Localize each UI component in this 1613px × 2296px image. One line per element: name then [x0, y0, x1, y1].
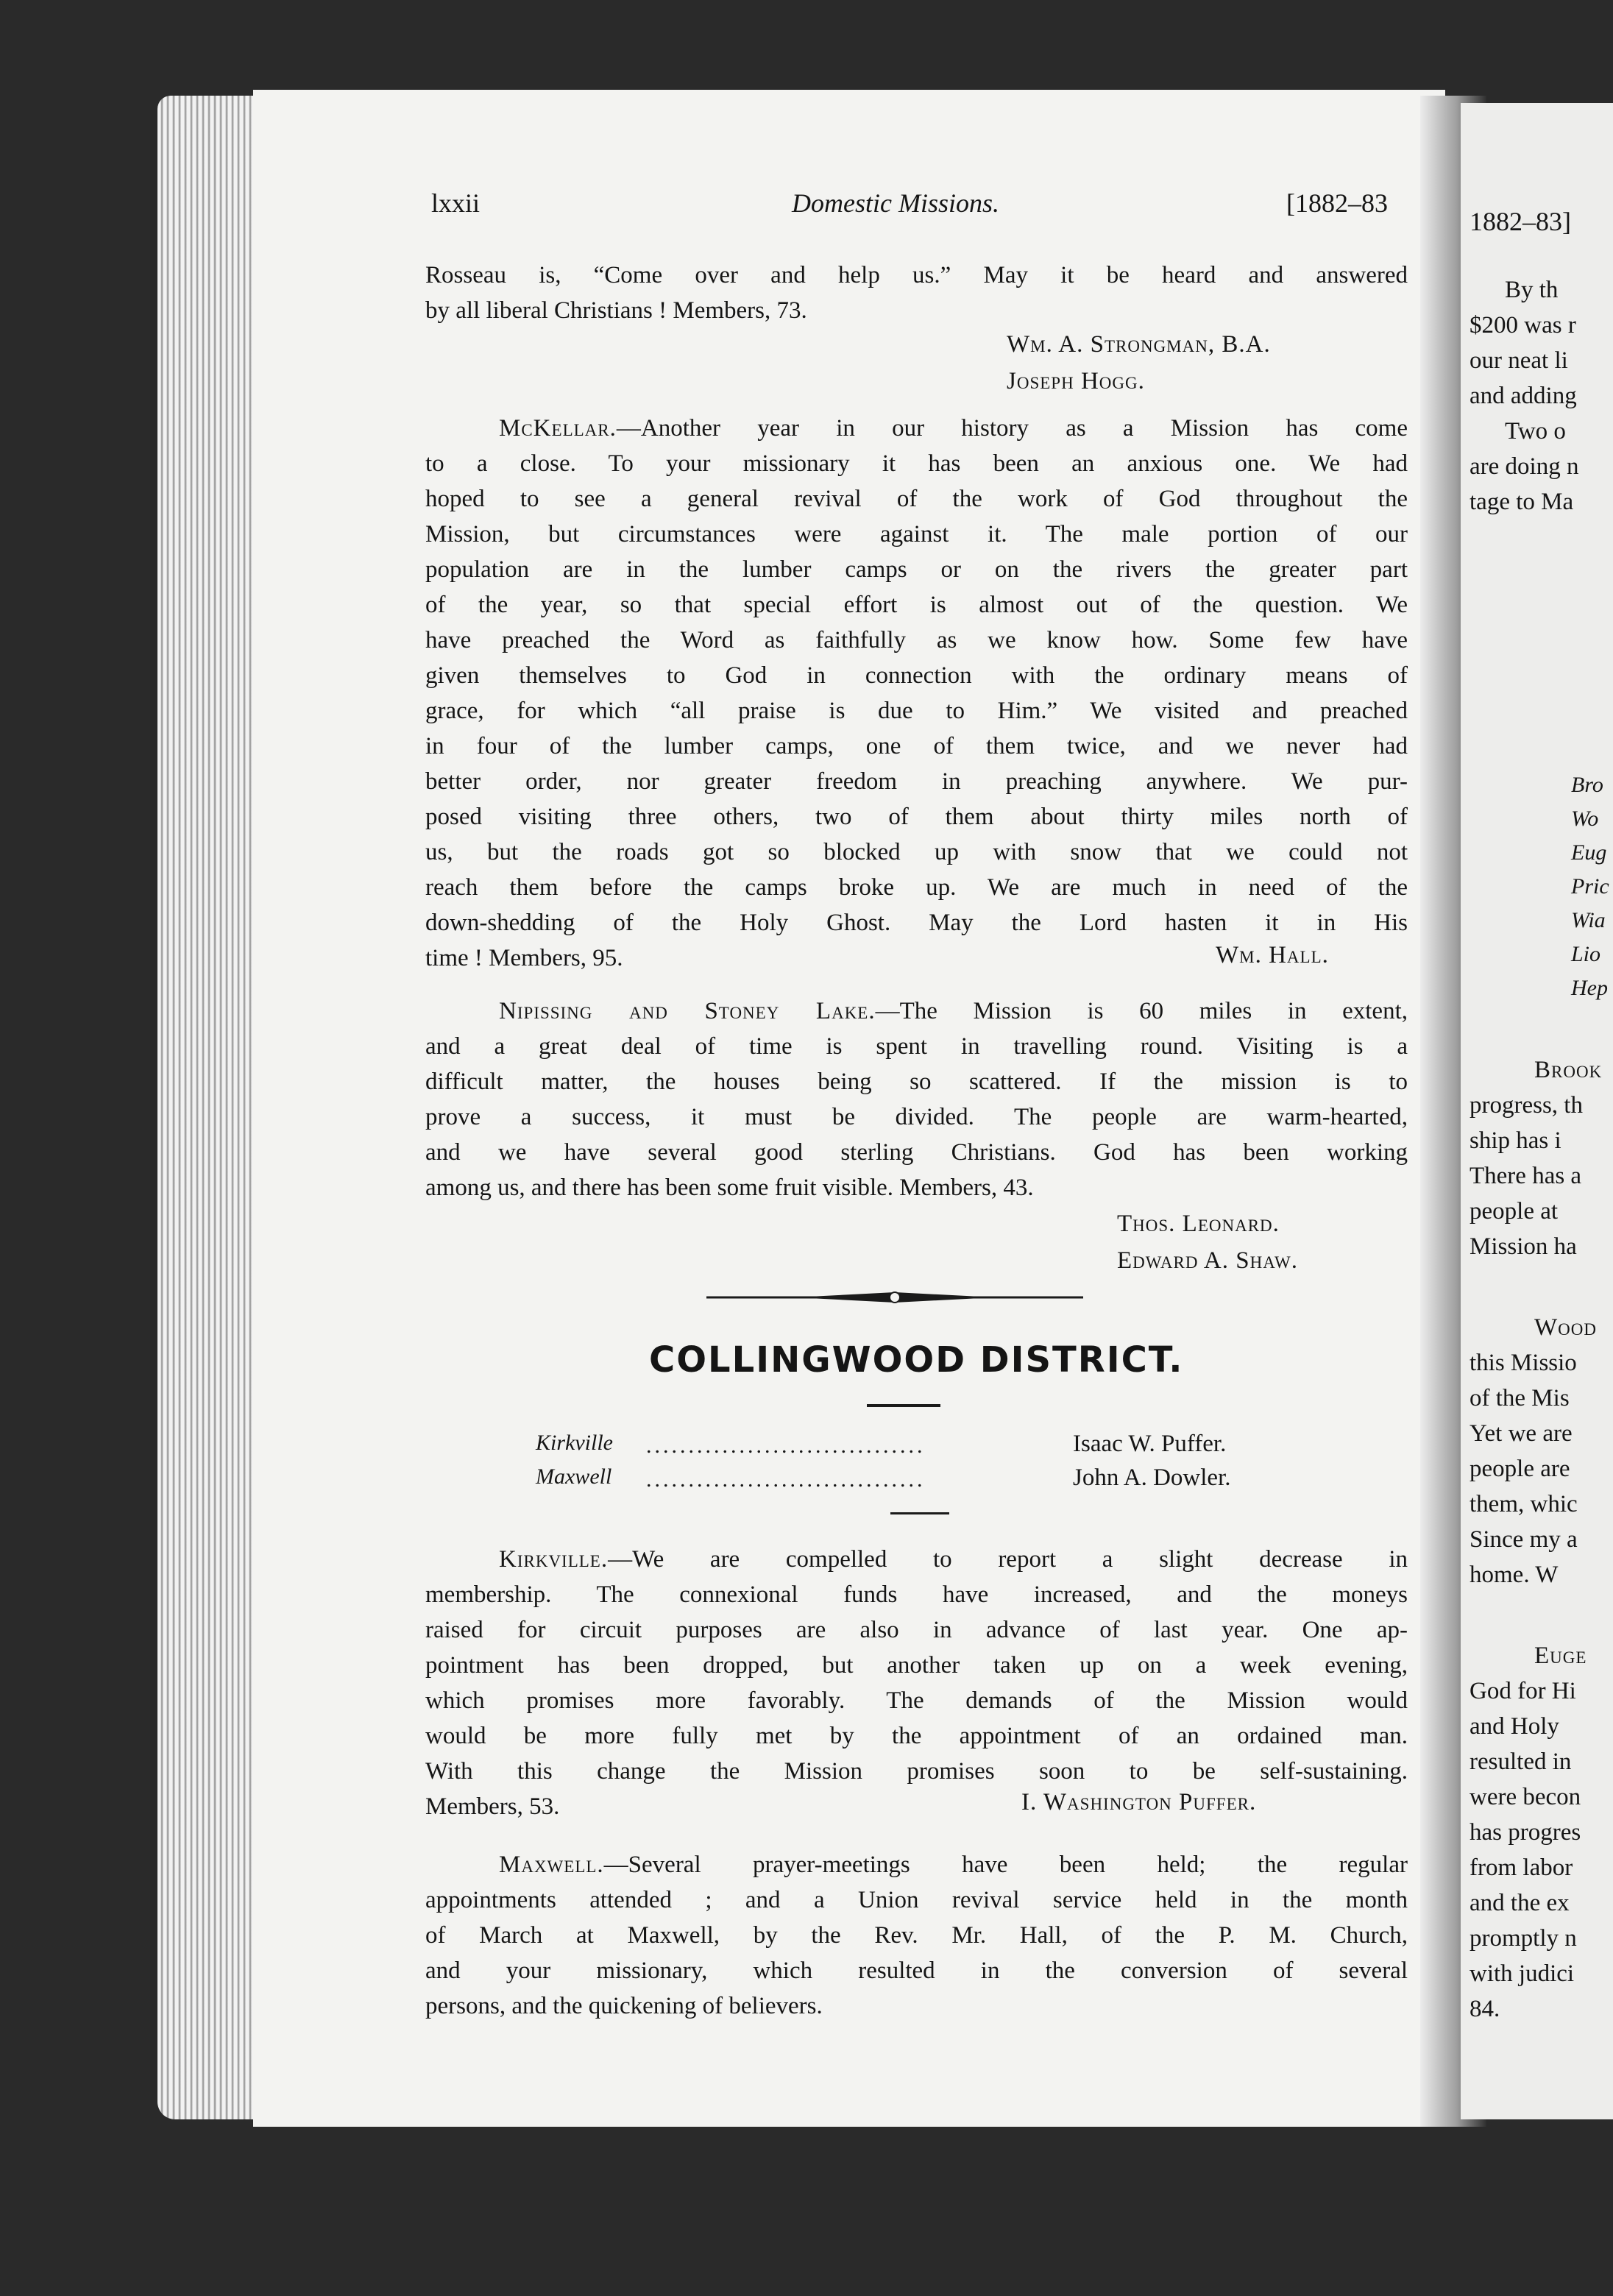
text-line: grace, for which “all praise is due to Him.” We visited and preached: [425, 698, 1408, 724]
station-minister: Isaac W. Puffer.: [1073, 1431, 1227, 1457]
signature: Wm. Hall.: [1216, 942, 1329, 968]
text-line: and Holy: [1470, 1713, 1559, 1740]
text-line: has progres: [1470, 1819, 1581, 1846]
section-heading: Wood: [1534, 1314, 1597, 1341]
right-page: [1461, 103, 1613, 2119]
text-line: progress, th: [1470, 1092, 1583, 1119]
text-line: are doing n: [1470, 453, 1579, 480]
text-line: difficult matter, the houses being so scattered. If the mission is to: [425, 1069, 1408, 1095]
text-line: and your missionary, which resulted in the conversion of several: [425, 1957, 1408, 1984]
station-name: Eug: [1571, 840, 1607, 865]
text-line: which promises more favorably. The demands of the Mission would: [425, 1687, 1408, 1714]
signature: Joseph Hogg.: [1007, 368, 1145, 394]
text-line: our neat li: [1470, 347, 1568, 374]
leader-dots: .................................: [646, 1467, 926, 1492]
text-line: raised for circuit purposes are also in advance of last year. One ap-: [425, 1617, 1408, 1643]
text-line: time ! Members, 95.: [425, 945, 623, 971]
section-heading: Brook: [1534, 1057, 1603, 1083]
text-line: Yet we are: [1470, 1420, 1573, 1447]
leader-dots: .................................: [646, 1434, 926, 1458]
text-line: to a close. To your missionary it has been an anxious one. We had: [425, 450, 1408, 477]
signature: I. Washington Puffer.: [1021, 1789, 1257, 1815]
text-line: and we have several good sterling Christians. God has been working: [425, 1139, 1408, 1166]
text-line: were becon: [1470, 1784, 1581, 1810]
text-line: of the year, so that special effort is almost out of the question. We: [425, 592, 1408, 618]
signature: Thos. Leonard.: [1117, 1211, 1280, 1237]
text-line: ship has i: [1470, 1127, 1561, 1154]
station-name: Hep: [1571, 976, 1608, 1000]
text-line: by all liberal Christians ! Members, 73.: [425, 297, 807, 324]
text-line: With this change the Mission promises soon to be self-sustaining.: [425, 1758, 1408, 1785]
text-line: persons, and the quickening of believers.: [425, 1993, 823, 2019]
text-line: membership. The connexional funds have increased, and the moneys: [425, 1581, 1408, 1608]
text-line: from labor: [1470, 1854, 1573, 1881]
text-line: this Missio: [1470, 1350, 1577, 1376]
text-line: Rosseau is, “Come over and help us.” May it be heard and answered: [425, 262, 1408, 288]
section-heading: Euge: [1534, 1643, 1587, 1669]
text-line: with judici: [1470, 1960, 1575, 1987]
text-line: given themselves to God in connection with the ordinary means of: [425, 662, 1408, 689]
text-line: people are: [1470, 1456, 1570, 1482]
text-line: down-shedding of the Holy Ghost. May the Lord hasten it in His: [425, 910, 1408, 936]
text-line: have preached the Word as faithfully as we know how. Some few have: [425, 627, 1408, 653]
text-line: and the ex: [1470, 1890, 1570, 1916]
divider: [890, 1512, 949, 1514]
text-line: promptly n: [1470, 1925, 1577, 1952]
text-line: Kirkville.—We are compelled to report a slight decrease in: [499, 1546, 1408, 1573]
running-title: Domestic Missions.: [792, 188, 999, 218]
signature: Wm. A. Strongman, B.A.: [1007, 331, 1271, 358]
text-line: Mission ha: [1470, 1233, 1577, 1260]
text-line: of March at Maxwell, by the Rev. Mr. Hall, of the P. M. Church,: [425, 1922, 1408, 1949]
text-line: them, whic: [1470, 1491, 1578, 1517]
station-name: Wo: [1571, 807, 1599, 831]
text-line: There has a: [1470, 1163, 1582, 1189]
text-line: By th: [1505, 277, 1559, 303]
station-name: Bro: [1571, 773, 1603, 797]
year-range: [1882–83: [1286, 188, 1388, 218]
page-number: lxxii: [431, 188, 481, 218]
text-line: posed visiting three others, two of them about thirty miles north of: [425, 804, 1408, 830]
text-line: and a great deal of time is spent in travelling round. Visiting is a: [425, 1033, 1408, 1060]
text-line: God for Hi: [1470, 1678, 1576, 1704]
station-name: Pric: [1571, 874, 1609, 899]
text-line: $200 was r: [1470, 312, 1576, 339]
text-line: tage to Ma: [1470, 489, 1574, 515]
station-name: Wia: [1571, 908, 1606, 932]
section-heading: McKellar.: [499, 415, 617, 442]
station-name: Lio: [1571, 942, 1601, 966]
text-line: Maxwell.—Several prayer-meetings have been held; the regular: [499, 1852, 1408, 1878]
text-line: people at: [1470, 1198, 1559, 1225]
section-heading: Nipissing and Stoney Lake.: [499, 998, 876, 1024]
signature: Edward A. Shaw.: [1117, 1247, 1298, 1274]
divider: [867, 1404, 940, 1407]
text-line: Mission, but circumstances were against it. The male portion of our: [425, 521, 1408, 548]
text-line: population are in the lumber camps or on the rivers the greater part: [425, 556, 1408, 583]
station-name: Kirkville: [536, 1431, 613, 1455]
text-line: home. W: [1470, 1562, 1559, 1588]
district-title: COLLINGWOOD DISTRICT.: [649, 1339, 1184, 1381]
text-line: reach them before the camps broke up. We are much in need of the: [425, 874, 1408, 901]
text-line: would be more fully met by the appointment of an ordained man.: [425, 1723, 1408, 1749]
text-line: prove a success, it must be divided. The people are warm-hearted,: [425, 1104, 1408, 1130]
ornamental-rule: [706, 1289, 1083, 1305]
page-edges: [157, 96, 268, 2119]
right-year-range: 1882–83]: [1470, 207, 1571, 236]
text-line: Since my a: [1470, 1526, 1578, 1553]
station-minister: John A. Dowler.: [1073, 1464, 1231, 1491]
text-line: Two o: [1505, 418, 1566, 444]
text-line: Members, 53.: [425, 1793, 560, 1820]
text-line: resulted in: [1470, 1748, 1572, 1775]
text-line: Nipissing and Stoney Lake.—The Mission is 60 miles in extent,: [499, 998, 1408, 1024]
text-line: of the Mis: [1470, 1385, 1570, 1411]
station-name: Maxwell: [536, 1464, 612, 1489]
text-line: pointment has been dropped, but another taken up on a week evening,: [425, 1652, 1408, 1679]
text-line: among us, and there has been some fruit visible. Members, 43.: [425, 1174, 1034, 1201]
section-heading: Maxwell.: [499, 1852, 604, 1878]
text-line: in four of the lumber camps, one of them twice, and we never had: [425, 733, 1408, 759]
text-line: McKellar.—Another year in our history as a Mission has come: [499, 415, 1408, 442]
text-line: hoped to see a general revival of the work of God throughout the: [425, 486, 1408, 512]
section-heading: Kirkville.: [499, 1546, 609, 1573]
text-line: us, but the roads got so blocked up with snow that we could not: [425, 839, 1408, 865]
text-line: and adding: [1470, 383, 1577, 409]
text-line: better order, nor greater freedom in preaching anywhere. We pur-: [425, 768, 1408, 795]
text-line: appointments attended ; and a Union revival service held in the month: [425, 1887, 1408, 1913]
text-line: 84.: [1470, 1996, 1500, 2022]
